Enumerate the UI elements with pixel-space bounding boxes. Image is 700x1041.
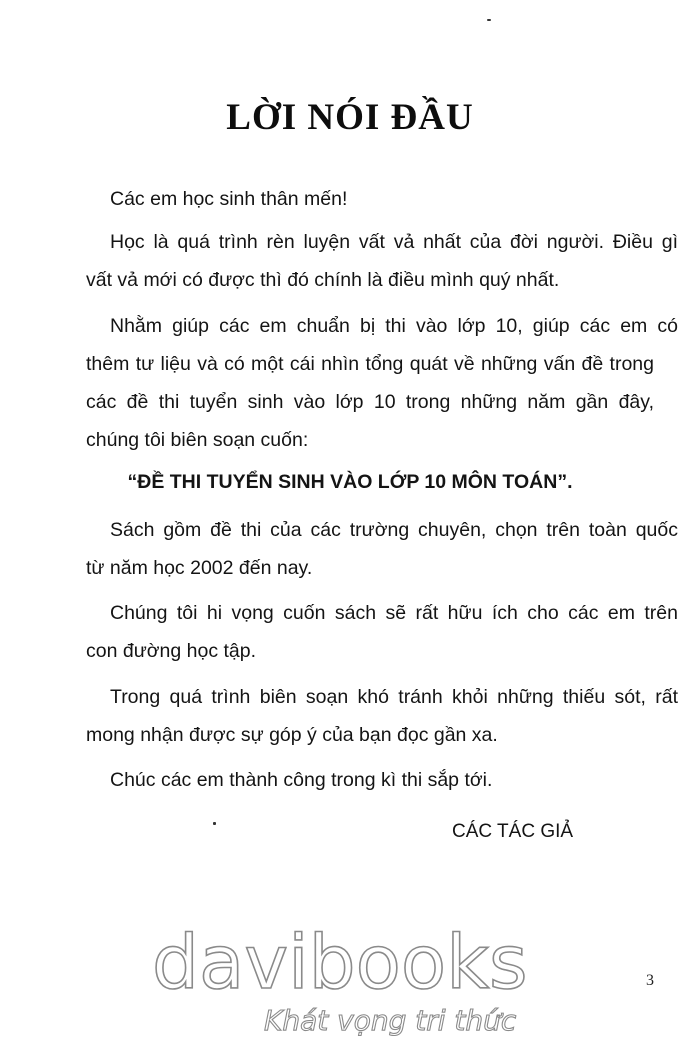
watermark-slogan: Khát vọng tri thức xyxy=(264,1004,517,1037)
paragraph-5-line-2: mong nhận được sự góp ý của bạn đọc gần xa. xyxy=(86,724,498,746)
page-title: LỜI NÓI ĐẦU xyxy=(226,97,474,138)
paragraph-2-line-4: chúng tôi biên soạn cuốn: xyxy=(86,429,309,451)
book-title: “ĐỀ THI TUYỂN SINH VÀO LỚP 10 MÔN TOÁN”. xyxy=(127,471,573,493)
paragraph-4-line-1: Chúng tôi hi vọng cuốn sách sẽ rất hữu ích cho các em trên xyxy=(110,602,678,624)
paragraph-2-line-3: các đề thi tuyển sinh vào lớp 10 trong những năm gần đây, xyxy=(86,391,654,413)
paragraph-3-line-1: Sách gồm đề thi của các trường chuyên, chọn trên toàn quốc xyxy=(110,519,678,541)
paragraph-4-line-2: con đường học tập. xyxy=(86,640,257,662)
watermark-brand: davibooks xyxy=(152,920,528,1006)
page-number: 3 xyxy=(646,972,654,989)
paragraph-2-line-1: Nhằm giúp các em chuẩn bị thi vào lớp 10, giúp các em có xyxy=(110,315,678,337)
paragraph-5-line-1: Trong quá trình biên soạn khó tránh khỏi những thiếu sót, rất xyxy=(110,686,678,708)
scan-speck xyxy=(213,822,216,825)
author-signature: CÁC TÁC GIẢ xyxy=(452,821,574,842)
paragraph-3-line-2: từ năm học 2002 đến nay. xyxy=(86,557,313,579)
greeting-line: Các em học sinh thân mến! xyxy=(110,188,348,210)
closing-line: Chúc các em thành công trong kì thi sắp tới. xyxy=(110,769,493,791)
paragraph-1-line-2: vất vả mới có được thì đó chính là điều mình quý nhất. xyxy=(86,269,560,291)
publisher-watermark xyxy=(0,900,700,1041)
paragraph-1-line-1: Học là quá trình rèn luyện vất vả nhất của đời người. Điều gì xyxy=(110,231,678,253)
scan-speck xyxy=(487,19,491,21)
paragraph-2-line-2: thêm tư liệu và có một cái nhìn tổng quát về những vấn đề trong xyxy=(86,353,654,375)
